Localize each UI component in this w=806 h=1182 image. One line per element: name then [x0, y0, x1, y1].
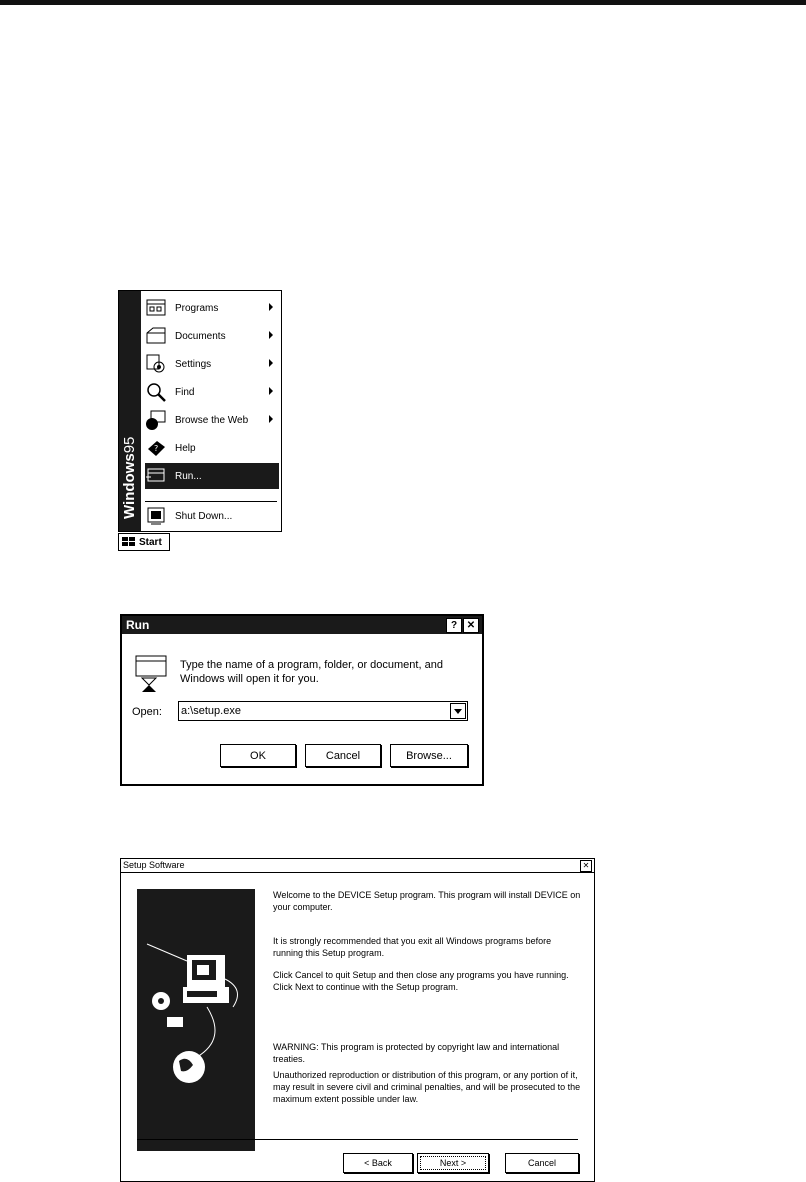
- close-button[interactable]: ✕: [580, 860, 592, 872]
- menu-item-label: Find: [175, 386, 195, 398]
- open-label: Open:: [132, 706, 162, 718]
- documents-icon: [145, 325, 167, 347]
- menu-item-label: Documents: [175, 330, 226, 342]
- setup-recommend-text: It is strongly recommended that you exit all Windows programs before running this Setup program.: [273, 936, 552, 958]
- menu-item-shut-down[interactable]: [145, 503, 279, 529]
- computer-illustration-icon: [137, 889, 255, 1151]
- setup-dialog: [120, 858, 595, 1182]
- menu-item-find[interactable]: [145, 379, 279, 405]
- menu-item-label: Shut Down...: [175, 510, 233, 522]
- ok-button[interactable]: OK: [220, 744, 296, 767]
- submenu-arrow-icon: [269, 387, 273, 395]
- run-icon: [145, 465, 167, 487]
- run-dialog: [120, 614, 484, 786]
- menu-separator: [145, 501, 277, 502]
- menu-item-browse-web[interactable]: [145, 407, 279, 433]
- windows-logo-icon: [121, 536, 137, 548]
- run-dialog-title: Run: [126, 618, 150, 632]
- find-icon: [145, 381, 167, 403]
- run-prompt-text: Type the name of a program, folder, or document, and Windows will open it for you.: [180, 659, 443, 685]
- start-button[interactable]: [118, 533, 170, 551]
- chevron-down-icon[interactable]: [450, 703, 466, 719]
- menu-item-help[interactable]: [145, 435, 279, 461]
- run-dialog-titlebar: [122, 616, 482, 634]
- menu-item-settings[interactable]: [145, 351, 279, 377]
- start-menu-banner: [119, 291, 141, 531]
- start-button-label: Start: [139, 536, 162, 548]
- browse-button[interactable]: Browse...: [390, 744, 468, 767]
- help-button[interactable]: ?: [446, 618, 462, 633]
- cancel-button[interactable]: Cancel: [305, 744, 381, 767]
- setup-instructions-text: Click Cancel to quit Setup and then close any programs you have running. Click Next to continue with the Setup program.: [273, 970, 569, 992]
- menu-item-label: Run...: [175, 470, 202, 482]
- menu-item-documents[interactable]: [145, 323, 279, 349]
- setup-illustration: [137, 889, 255, 1151]
- banner-brand: Windows: [121, 453, 138, 519]
- setup-legal-text: Unauthorized reproduction or distribution of this program, or any portion of it, may result in severe civil and criminal penalties, and will be prosecuted to the maximum extent possible under law.: [273, 1070, 581, 1104]
- page-top-rule: [0, 0, 806, 5]
- cancel-button[interactable]: Cancel: [505, 1153, 579, 1173]
- menu-item-label: Settings: [175, 358, 212, 370]
- setup-warning-text: WARNING: This program is protected by copyright law and international treaties.: [273, 1042, 560, 1064]
- open-combobox[interactable]: [178, 701, 468, 721]
- setup-welcome-text: Welcome to the DEVICE Setup program. This program will install DEVICE on your computer.: [273, 890, 581, 912]
- setup-dialog-titlebar: [121, 859, 594, 873]
- submenu-arrow-icon: [269, 359, 273, 367]
- settings-icon: [145, 353, 167, 375]
- setup-dialog-title: Setup Software: [123, 860, 185, 870]
- run-program-icon: [134, 654, 168, 699]
- globe-icon: [145, 409, 167, 431]
- help-icon: [145, 437, 167, 459]
- shutdown-icon: [145, 505, 167, 527]
- menu-item-run[interactable]: [145, 463, 279, 489]
- svg-text:?: ?: [154, 444, 159, 453]
- submenu-arrow-icon: [269, 415, 273, 423]
- setup-divider: [137, 1139, 578, 1140]
- menu-item-label: Programs: [175, 302, 219, 314]
- open-input[interactable]: [181, 703, 439, 718]
- menu-item-programs[interactable]: [145, 295, 279, 321]
- programs-icon: [145, 297, 167, 319]
- submenu-arrow-icon: [269, 331, 273, 339]
- close-button[interactable]: ✕: [463, 618, 479, 633]
- next-button[interactable]: Next >: [417, 1153, 489, 1173]
- menu-item-label: Browse the Web: [175, 414, 249, 426]
- submenu-arrow-icon: [269, 303, 273, 311]
- back-button[interactable]: < Back: [343, 1153, 413, 1173]
- banner-version: 95: [121, 436, 138, 454]
- start-menu: [118, 290, 282, 532]
- menu-item-label: Help: [175, 442, 196, 454]
